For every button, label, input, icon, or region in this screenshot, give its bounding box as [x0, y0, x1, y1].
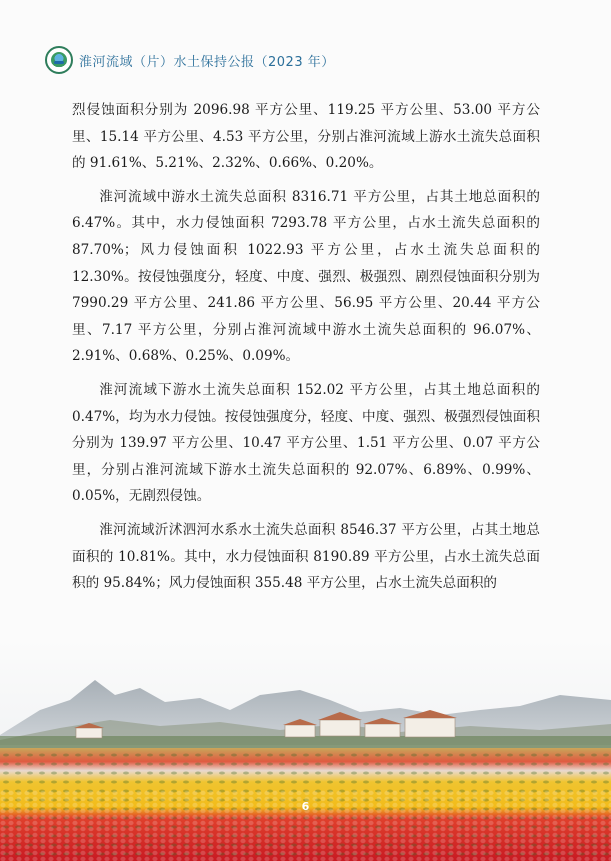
- paragraph-downstream: 淮河流域下游水土流失总面积 152.02 平方公里，占其土地总面积的 0.47%，均为水力侵蚀。按侵蚀强度分，轻度、中度、强烈、极强烈侵蚀面积分别为 139.97 平方公里、10.47 平方公里、1.51 平方公里、0.07 平方公里，分别占淮河流域下游水土流失总面积的 92.07%、6.89%、0.99%、0.05%，无剧烈侵蚀。: [72, 381, 540, 505]
- body-text: [72, 97, 540, 604]
- tulip-field-landscape-image: [0, 640, 611, 861]
- water-soil-conservation-logo-icon: [45, 46, 73, 74]
- page-header: [45, 44, 335, 76]
- page-number: 6: [301, 800, 310, 813]
- paragraph-upstream-continued: 烈侵蚀面积分别为 2096.98 平方公里、119.25 平方公里、53.00 平方公里、15.14 平方公里、4.53 平方公里，分别占淮河流域上游水土流失总面积的 91.61%、5.21%、2.32%、0.66%、0.20%。: [72, 102, 540, 172]
- paragraph-midstream: 淮河流域中游水土流失总面积 8316.71 平方公里，占其土地总面积的 6.47%。其中，水力侵蚀面积 7293.78 平方公里，占水土流失总面积的 87.70%；风力侵蚀面积 1022.93 平方公里，占水土流失总面积的 12.30%。按侵蚀强度分，轻度、中度、强烈、极强烈、剧烈侵蚀面积分别为 7990.29 平方公里、241.86 平方公里、56.95 平方公里、20.44 平方公里、7.17 平方公里，分别占淮河流域中游水土流失总面积的 96.07%、2.91%、0.68%、0.25%、0.09%。: [72, 188, 540, 365]
- header-title: 淮河流域（片）水土保持公报（2023 年）: [79, 54, 335, 70]
- paragraph-yishusi-river: 淮河流域沂沭泗河水系水土流失总面积 8546.37 平方公里，占其土地总面积的 10.81%。其中，水力侵蚀面积 8190.89 平方公里，占水土流失总面积的 95.84%；风力侵蚀面积 355.48 平方公里，占水土流失总面积的: [72, 521, 540, 592]
